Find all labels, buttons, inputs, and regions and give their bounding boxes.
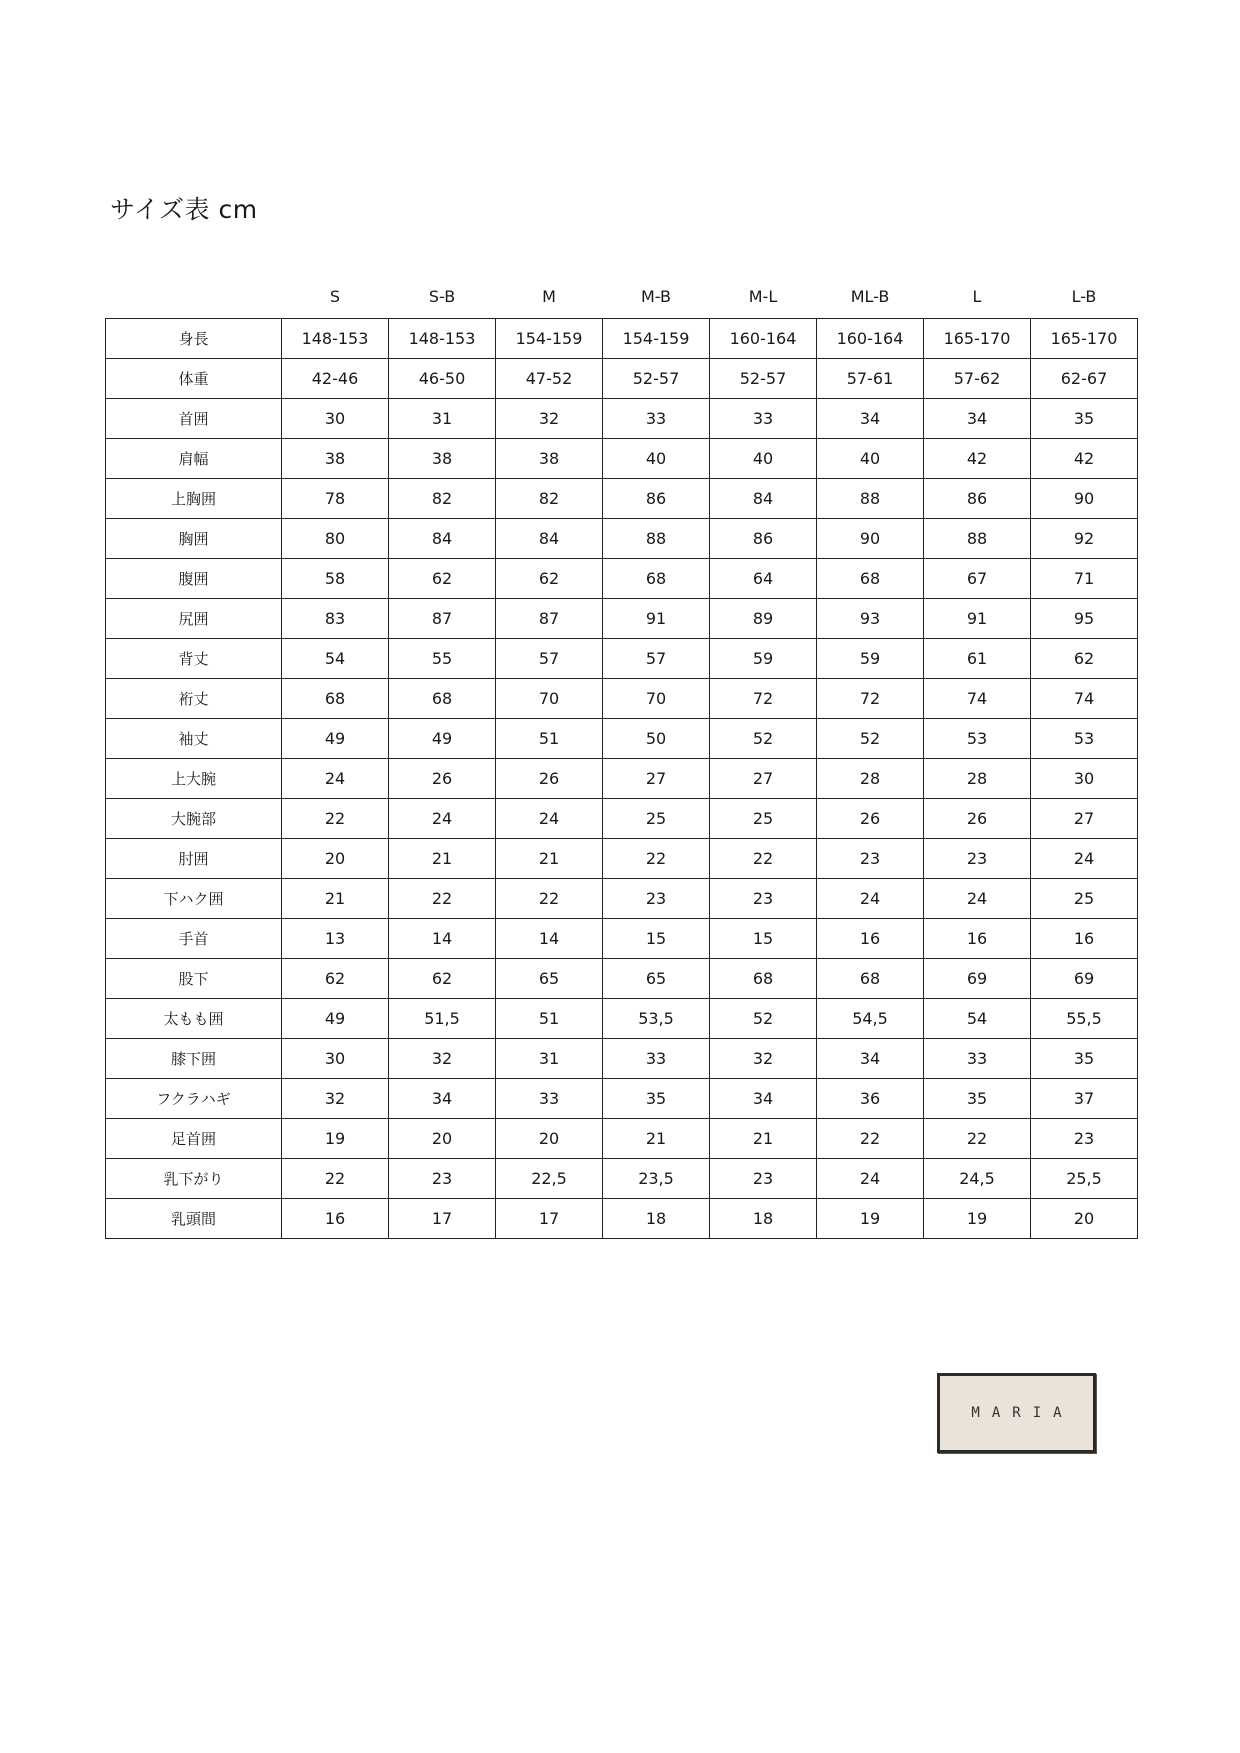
table-cell: 88: [817, 479, 924, 519]
table-cell: 33: [924, 1039, 1031, 1079]
table-cell: 87: [496, 599, 603, 639]
table-cell: 15: [710, 919, 817, 959]
table-cell: 65: [496, 959, 603, 999]
table-cell: 57-61: [817, 359, 924, 399]
table-row: [106, 919, 1138, 959]
table-cell: 24: [924, 879, 1031, 919]
table-cell: 23: [389, 1159, 496, 1199]
table-cell: 40: [710, 439, 817, 479]
row-label: 尻囲: [106, 599, 282, 639]
table-cell: 91: [603, 599, 710, 639]
table-cell: 35: [603, 1079, 710, 1119]
row-label: 股下: [106, 959, 282, 999]
table-cell: 23: [710, 1159, 817, 1199]
row-label: 手首: [106, 919, 282, 959]
table-cell: 72: [817, 679, 924, 719]
table-cell: 22: [603, 839, 710, 879]
table-cell: 55,5: [1031, 999, 1138, 1039]
row-label: 足首囲: [106, 1119, 282, 1159]
table-row: [106, 359, 1138, 399]
table-cell: 68: [817, 559, 924, 599]
row-label: 肘囲: [106, 839, 282, 879]
table-cell: 26: [389, 759, 496, 799]
table-cell: 50: [603, 719, 710, 759]
table-cell: 30: [282, 399, 389, 439]
table-cell: 68: [603, 559, 710, 599]
table-cell: 84: [710, 479, 817, 519]
table-cell: 54,5: [817, 999, 924, 1039]
column-header: ML-B: [850, 286, 890, 306]
table-cell: 53: [1031, 719, 1138, 759]
table-cell: 38: [389, 439, 496, 479]
column-header: S-B: [428, 286, 456, 306]
table-cell: 88: [603, 519, 710, 559]
table-cell: 62: [282, 959, 389, 999]
table-cell: 28: [924, 759, 1031, 799]
table-cell: 33: [496, 1079, 603, 1119]
brand-logo-text: MARIA: [971, 1405, 1074, 1421]
column-header: L: [972, 286, 982, 306]
table-cell: 19: [282, 1119, 389, 1159]
table-cell: 16: [1031, 919, 1138, 959]
table-cell: 36: [817, 1079, 924, 1119]
column-header: L-B: [1071, 286, 1097, 306]
table-cell: 16: [924, 919, 1031, 959]
table-cell: 35: [924, 1079, 1031, 1119]
row-label: 背丈: [106, 639, 282, 679]
table-cell: 70: [496, 679, 603, 719]
table-cell: 20: [1031, 1199, 1138, 1239]
table-cell: 18: [710, 1199, 817, 1239]
row-label: 腹囲: [106, 559, 282, 599]
page-title: サイズ表 cm: [110, 194, 258, 224]
table-cell: 40: [817, 439, 924, 479]
table-cell: 51,5: [389, 999, 496, 1039]
table-cell: 20: [496, 1119, 603, 1159]
row-label: 胸囲: [106, 519, 282, 559]
table-cell: 82: [496, 479, 603, 519]
table-cell: 24: [817, 1159, 924, 1199]
table-cell: 27: [710, 759, 817, 799]
table-cell: 86: [924, 479, 1031, 519]
table-body: [106, 319, 1138, 1239]
table-cell: 72: [710, 679, 817, 719]
table-row: [106, 799, 1138, 839]
table-row: [106, 1079, 1138, 1119]
table-cell: 38: [282, 439, 389, 479]
row-label: 体重: [106, 359, 282, 399]
table-cell: 20: [282, 839, 389, 879]
table-cell: 68: [282, 679, 389, 719]
table-cell: 154-159: [603, 319, 710, 359]
table-cell: 32: [389, 1039, 496, 1079]
table-cell: 16: [817, 919, 924, 959]
row-label: 膝下囲: [106, 1039, 282, 1079]
table-cell: 34: [817, 1039, 924, 1079]
table-cell: 23: [817, 839, 924, 879]
table-cell: 57-62: [924, 359, 1031, 399]
table-cell: 18: [603, 1199, 710, 1239]
table-cell: 25: [710, 799, 817, 839]
table-cell: 88: [924, 519, 1031, 559]
table-cell: 31: [389, 399, 496, 439]
size-table: [105, 270, 1138, 1239]
row-label: 身長: [106, 319, 282, 359]
table-cell: 55: [389, 639, 496, 679]
table-cell: 22: [282, 1159, 389, 1199]
table-cell: 52-57: [710, 359, 817, 399]
table-cell: 21: [389, 839, 496, 879]
table-cell: 78: [282, 479, 389, 519]
table-cell: 33: [710, 399, 817, 439]
table-cell: 25: [1031, 879, 1138, 919]
table-cell: 46-50: [389, 359, 496, 399]
table-row: [106, 319, 1138, 359]
table-cell: 89: [710, 599, 817, 639]
table-cell: 31: [496, 1039, 603, 1079]
table-cell: 34: [710, 1079, 817, 1119]
table-cell: 34: [817, 399, 924, 439]
table-cell: 91: [924, 599, 1031, 639]
table-cell: 25: [603, 799, 710, 839]
row-label: 首囲: [106, 399, 282, 439]
table-cell: 82: [389, 479, 496, 519]
table-cell: 62: [1031, 639, 1138, 679]
table-cell: 74: [1031, 679, 1138, 719]
table-cell: 30: [282, 1039, 389, 1079]
table-row: [106, 759, 1138, 799]
table-cell: 33: [603, 1039, 710, 1079]
table-cell: 70: [603, 679, 710, 719]
table-cell: 154-159: [496, 319, 603, 359]
table-cell: 160-164: [817, 319, 924, 359]
table-cell: 62-67: [1031, 359, 1138, 399]
table-cell: 58: [282, 559, 389, 599]
table-cell: 54: [924, 999, 1031, 1039]
table-cell: 52-57: [603, 359, 710, 399]
table-cell: 38: [496, 439, 603, 479]
table-cell: 148-153: [389, 319, 496, 359]
table-row: [106, 399, 1138, 439]
table-cell: 87: [389, 599, 496, 639]
table-cell: 13: [282, 919, 389, 959]
table-cell: 62: [389, 559, 496, 599]
table-cell: 15: [603, 919, 710, 959]
table-cell: 49: [282, 999, 389, 1039]
table-cell: 65: [603, 959, 710, 999]
table-header-row: [106, 270, 1138, 319]
table-cell: 22: [496, 879, 603, 919]
table-row: [106, 679, 1138, 719]
table-row: [106, 519, 1138, 559]
table-cell: 69: [1031, 959, 1138, 999]
table-cell: 32: [282, 1079, 389, 1119]
table-cell: 21: [496, 839, 603, 879]
table-cell: 49: [282, 719, 389, 759]
row-label: 大腕部: [106, 799, 282, 839]
table-cell: 26: [924, 799, 1031, 839]
table-cell: 148-153: [282, 319, 389, 359]
table-row: [106, 439, 1138, 479]
table-row: [106, 959, 1138, 999]
table-cell: 53: [924, 719, 1031, 759]
table-cell: 49: [389, 719, 496, 759]
table-cell: 23: [710, 879, 817, 919]
table-row: [106, 479, 1138, 519]
table-cell: 22: [924, 1119, 1031, 1159]
table-cell: 19: [817, 1199, 924, 1239]
table-cell: 22: [389, 879, 496, 919]
table-cell: 33: [603, 399, 710, 439]
table-cell: 17: [389, 1199, 496, 1239]
row-label: 裄丈: [106, 679, 282, 719]
table-cell: 26: [817, 799, 924, 839]
table-cell: 26: [496, 759, 603, 799]
column-header: M-B: [641, 286, 671, 306]
table-cell: 64: [710, 559, 817, 599]
table-cell: 22: [710, 839, 817, 879]
table-cell: 22: [282, 799, 389, 839]
brand-logo: [937, 1373, 1096, 1453]
table-row: [106, 1039, 1138, 1079]
table-cell: 28: [817, 759, 924, 799]
table-row: [106, 1159, 1138, 1199]
row-label: 袖丈: [106, 719, 282, 759]
table-cell: 32: [710, 1039, 817, 1079]
header-corner: [106, 270, 282, 319]
table-cell: 24: [389, 799, 496, 839]
table-cell: 71: [1031, 559, 1138, 599]
table-cell: 34: [389, 1079, 496, 1119]
table-cell: 61: [924, 639, 1031, 679]
table-cell: 37: [1031, 1079, 1138, 1119]
table-cell: 62: [389, 959, 496, 999]
table-row: [106, 559, 1138, 599]
table-cell: 16: [282, 1199, 389, 1239]
table-cell: 40: [603, 439, 710, 479]
column-header: M: [542, 286, 556, 306]
table-row: [106, 839, 1138, 879]
table-cell: 62: [496, 559, 603, 599]
table-cell: 165-170: [924, 319, 1031, 359]
table-cell: 21: [603, 1119, 710, 1159]
table-cell: 23: [1031, 1119, 1138, 1159]
table-cell: 86: [710, 519, 817, 559]
table-cell: 27: [603, 759, 710, 799]
table-cell: 22,5: [496, 1159, 603, 1199]
table-cell: 84: [389, 519, 496, 559]
table-cell: 54: [282, 639, 389, 679]
table-cell: 24: [282, 759, 389, 799]
table-cell: 27: [1031, 799, 1138, 839]
row-label: 太もも囲: [106, 999, 282, 1039]
row-label: 下ハク囲: [106, 879, 282, 919]
table-row: [106, 879, 1138, 919]
table-cell: 57: [603, 639, 710, 679]
table-cell: 51: [496, 719, 603, 759]
table-cell: 59: [817, 639, 924, 679]
table-cell: 92: [1031, 519, 1138, 559]
table-cell: 57: [496, 639, 603, 679]
table-cell: 67: [924, 559, 1031, 599]
table-cell: 35: [1031, 1039, 1138, 1079]
table-cell: 68: [817, 959, 924, 999]
table-cell: 24: [1031, 839, 1138, 879]
table-cell: 25,5: [1031, 1159, 1138, 1199]
table-cell: 21: [710, 1119, 817, 1159]
table-cell: 52: [817, 719, 924, 759]
table-cell: 24: [496, 799, 603, 839]
table-cell: 95: [1031, 599, 1138, 639]
row-label: フクラハギ: [106, 1079, 282, 1119]
table-row: [106, 639, 1138, 679]
table-cell: 47-52: [496, 359, 603, 399]
column-header: S: [329, 286, 341, 306]
table-cell: 68: [710, 959, 817, 999]
table-cell: 160-164: [710, 319, 817, 359]
table-cell: 14: [389, 919, 496, 959]
table-cell: 24: [817, 879, 924, 919]
row-label: 乳下がり: [106, 1159, 282, 1199]
table-cell: 32: [496, 399, 603, 439]
table-cell: 23,5: [603, 1159, 710, 1199]
table-cell: 80: [282, 519, 389, 559]
table-cell: 52: [710, 719, 817, 759]
table-row: [106, 719, 1138, 759]
table-cell: 17: [496, 1199, 603, 1239]
table-cell: 93: [817, 599, 924, 639]
table-cell: 69: [924, 959, 1031, 999]
table-cell: 34: [924, 399, 1031, 439]
row-label: 上胸囲: [106, 479, 282, 519]
table-cell: 23: [603, 879, 710, 919]
table-cell: 53,5: [603, 999, 710, 1039]
table-cell: 86: [603, 479, 710, 519]
row-label: 肩幅: [106, 439, 282, 479]
table-cell: 24,5: [924, 1159, 1031, 1199]
table-cell: 84: [496, 519, 603, 559]
table-cell: 90: [817, 519, 924, 559]
table-cell: 52: [710, 999, 817, 1039]
table-cell: 42: [1031, 439, 1138, 479]
table-cell: 83: [282, 599, 389, 639]
table-row: [106, 1199, 1138, 1239]
table-cell: 21: [282, 879, 389, 919]
table-cell: 19: [924, 1199, 1031, 1239]
table-cell: 59: [710, 639, 817, 679]
row-label: 上大腕: [106, 759, 282, 799]
row-label: 乳頭間: [106, 1199, 282, 1239]
table-cell: 23: [924, 839, 1031, 879]
table-cell: 74: [924, 679, 1031, 719]
table-cell: 35: [1031, 399, 1138, 439]
table-row: [106, 999, 1138, 1039]
table-cell: 90: [1031, 479, 1138, 519]
table-cell: 22: [817, 1119, 924, 1159]
table-cell: 30: [1031, 759, 1138, 799]
table-cell: 165-170: [1031, 319, 1138, 359]
table-cell: 42-46: [282, 359, 389, 399]
table-cell: 51: [496, 999, 603, 1039]
table-cell: 14: [496, 919, 603, 959]
table-row: [106, 599, 1138, 639]
table-cell: 42: [924, 439, 1031, 479]
column-header: M-L: [748, 286, 778, 306]
table-cell: 68: [389, 679, 496, 719]
table-row: [106, 1119, 1138, 1159]
table-cell: 20: [389, 1119, 496, 1159]
